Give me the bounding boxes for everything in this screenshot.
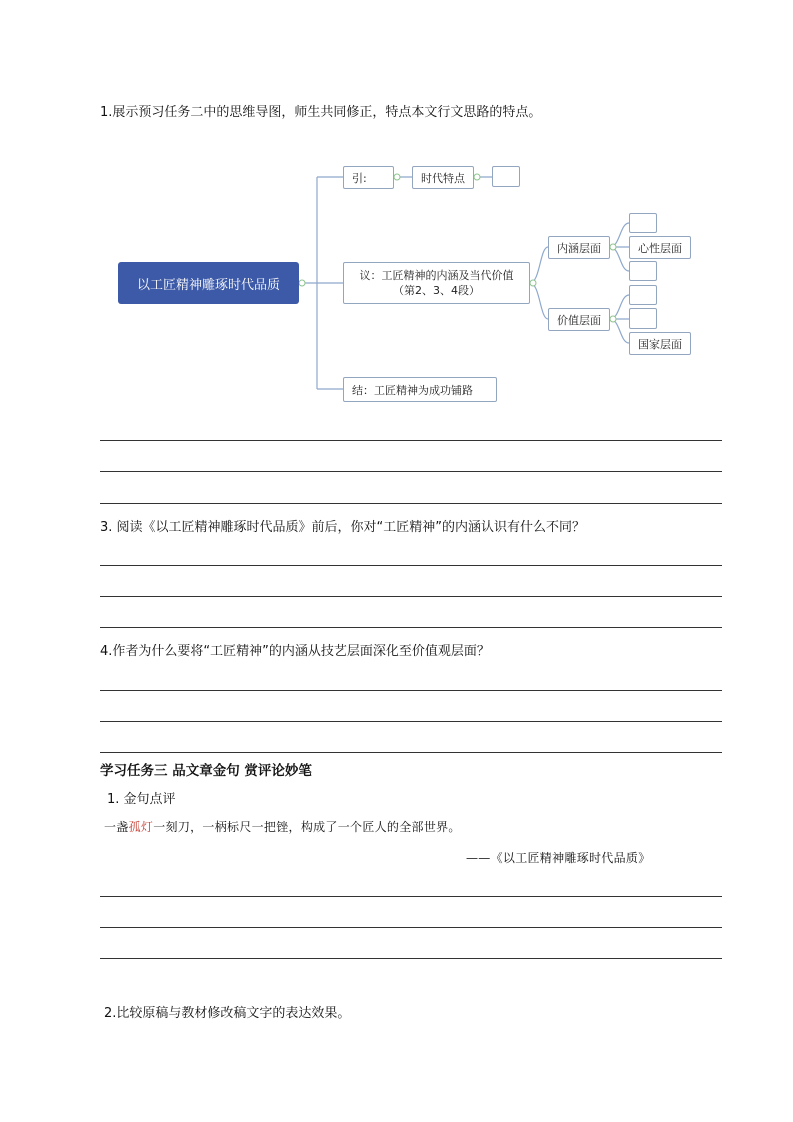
mindmap-root: 以工匠精神雕琢时代品质 (118, 262, 299, 304)
answer-line (100, 896, 722, 897)
task3-item-2: 2.比较原稿与教材修改稿文字的表达效果。 (104, 1006, 351, 1021)
golden-sentence (104, 818, 461, 836)
answer-line (100, 690, 722, 691)
mindmap-conclusion: 结：工匠精神为成功铺路 (343, 377, 497, 402)
mindmap-era-features: 时代特点 (412, 166, 474, 189)
answer-line (100, 927, 722, 928)
mindmap-connectors (0, 0, 793, 420)
mindmap-blank-3 (629, 285, 657, 305)
mindmap-blank-2 (629, 261, 657, 281)
quote-source: ——《以工匠精神雕琢时代品质》 (466, 851, 651, 865)
mindmap-value-level: 价值层面 (548, 308, 610, 331)
question-1: 1.展示预习任务二中的思维导图，师生共同修正，特点本文行文思路的特点。 (100, 105, 542, 120)
task3-item-1: 1. 金句点评 (107, 792, 176, 807)
mindmap-argument-line2: （第2、3、4段） (393, 284, 480, 297)
answer-line (100, 958, 722, 959)
mindmap-argument-line1: 议：工匠精神的内涵及当代价值 (359, 269, 514, 282)
answer-line (100, 471, 722, 472)
question-4: 4.作者为什么要将“工匠精神”的内涵从技艺层面深化至价值观层面？ (100, 644, 490, 659)
answer-line (100, 565, 722, 566)
mindmap-intro: 引: (343, 166, 394, 189)
quote-part-1: 一盏 (104, 820, 129, 834)
answer-line (100, 752, 722, 753)
answer-line (100, 440, 722, 441)
mindmap-connotation-level: 内涵层面 (548, 236, 610, 259)
question-3: 3. 阅读《以工匠精神雕琢时代品质》前后，你对“工匠精神”的内涵认识有什么不同？ (100, 520, 586, 535)
mindmap-blank-1 (629, 213, 657, 233)
mindmap-nation-level: 国家层面 (629, 332, 691, 355)
mindmap-blank-4 (629, 308, 657, 329)
mindmap-blank-era (492, 166, 520, 187)
answer-line (100, 721, 722, 722)
answer-line (100, 596, 722, 597)
quote-part-2: 一刻刀，一柄标尺一把锉，构成了一个匠人的全部世界。 (153, 820, 461, 834)
quote-highlight: 孤灯 (128, 820, 154, 834)
answer-line (100, 627, 722, 628)
mindmap-argument (343, 262, 530, 304)
task3-heading: 学习任务三 品文章金句 赏评论妙笔 (100, 763, 312, 779)
mindmap-mind-level: 心性层面 (629, 236, 691, 259)
answer-line (100, 503, 722, 504)
